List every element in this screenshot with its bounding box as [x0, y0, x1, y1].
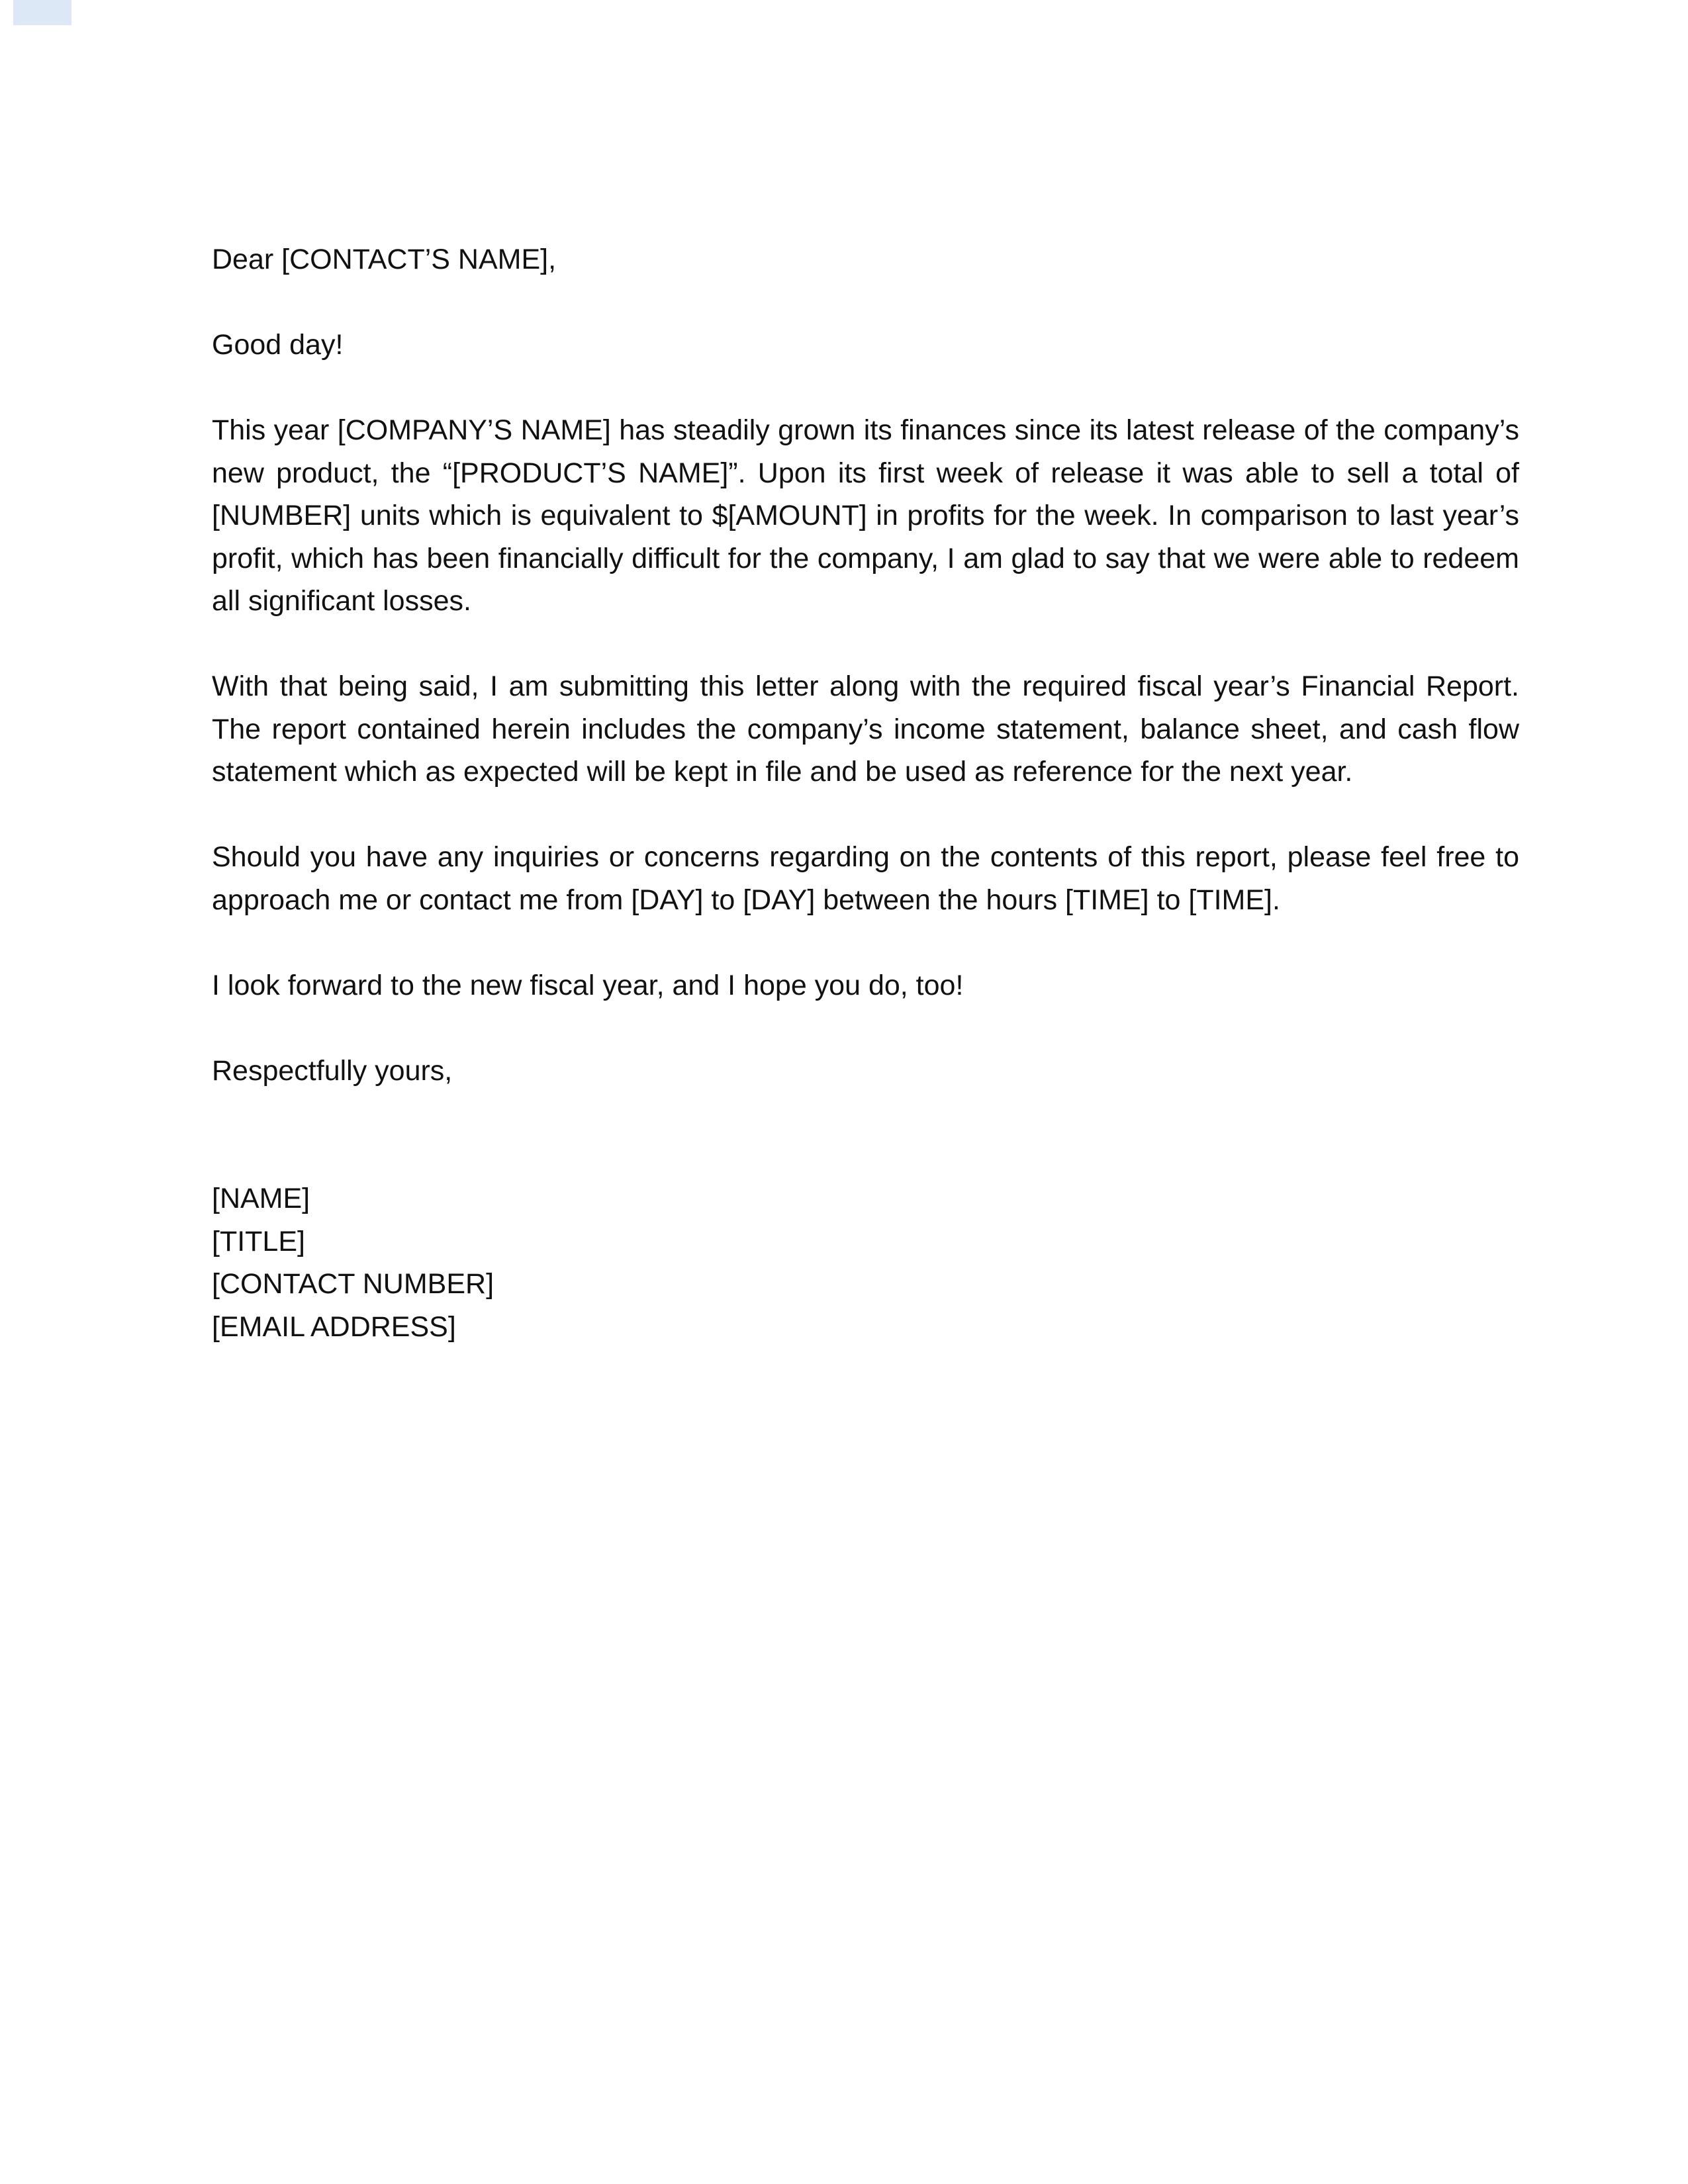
signature-name: [NAME] — [212, 1183, 310, 1214]
closing: Respectfully yours, — [212, 1054, 453, 1087]
salutation: Dear [CONTACT’S NAME], — [212, 244, 557, 275]
paragraph-report-submission: With that being said, I am submitting this letter along with the required fiscal year’s Financial Report. The report contained herein includes the company’s income statement, balance sheet, and cash flow statement which as expected will be kept in file and be used as reference for the next year. — [212, 670, 1519, 788]
paragraph-outlook: I look forward to the new fiscal year, and I hope you do, too! — [212, 969, 964, 1001]
paragraph-performance: This year [COMPANY’S NAME] has steadily grown its finances since its latest release of the company’s new product, the “[PRODUCT’S NAME]”. Upon its first week of release it was able to sell a total of [NUMBER] units which is equivalent to $[AMOUNT] in profits for the week. In comparison to last year’s profit, which has been financially difficult for the company, I am glad to say that we were able to redeem all significant losses. — [212, 414, 1519, 617]
signature-block — [212, 1177, 1519, 1348]
signature-contact-number: [CONTACT NUMBER] — [212, 1268, 494, 1300]
greeting: Good day! — [212, 329, 344, 361]
paragraph-inquiries: Should you have any inquiries or concerns regarding on the contents of this report, please feel free to approach me or contact me from [DAY] to [DAY] between the hours [TIME] to [TIME]. — [212, 841, 1519, 916]
signature-title: [TITLE] — [212, 1225, 305, 1257]
header-corner-tab — [13, 0, 71, 25]
signature-email: [EMAIL ADDRESS] — [212, 1310, 456, 1343]
letter-body — [212, 238, 1519, 1348]
